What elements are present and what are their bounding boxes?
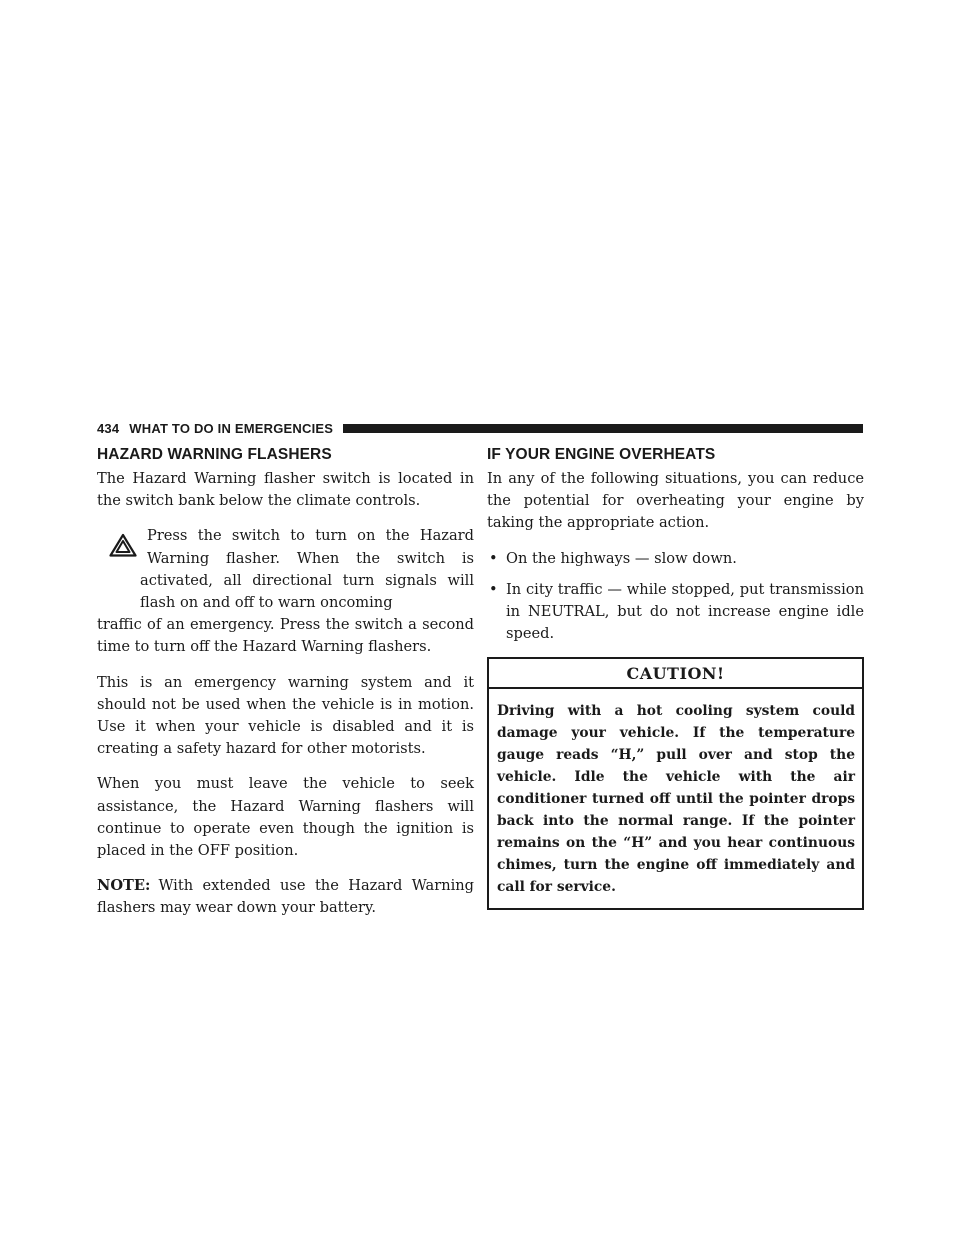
bullet-icon: • [489,580,498,598]
right-column [487,446,864,910]
hazard-instruction-indented: Press the switch to turn on the Hazard Warning flasher. When the switch is activated, all directional turn signals will flash on and off to warn oncoming [140,527,474,612]
note-label: NOTE: [97,877,151,895]
hazard-usage-paragraph: This is an emergency warning system and it should not be used when the vehicle is in motion. Use it when your vehicle is disabled and it is creating a safety hazard for other motorists. [97,673,474,758]
note-text: With extended use the Hazard Warning flashers may wear down your battery. [97,877,474,917]
left-column [97,446,474,933]
hazard-intro: The Hazard Warning flasher switch is located in the switch bank below the climate controls. [97,470,474,510]
hazard-assistance-paragraph: When you must leave the vehicle to seek assistance, the Hazard Warning flashers will continue to operate even though the ignition is placed in the OFF position. [97,775,474,860]
caution-title: CAUTION! [489,659,862,689]
page-number: 434 [97,420,120,436]
overheat-intro: In any of the following situations, you can reduce the potential for overheating your engine by taking the appropriate action. [487,470,864,532]
header-rule [343,424,863,433]
page-header [97,418,863,438]
caution-box [487,657,864,910]
caution-body: Driving with a hot cooling system could damage your vehicle. If the temperature gauge reads “H,” pull over and stop the vehicle. Idle the vehicle with the air conditioner turned off until the pointer drops back into the normal range. If the pointer remains on the “H” and you hear continuous chimes, turn the engine off immediately and call for service. [497,703,855,896]
section-title: WHAT TO DO IN EMERGENCIES [129,420,334,436]
hazard-warning-paragraph [97,525,474,658]
overheat-list [487,548,864,646]
hazard-instruction-rest: traffic of an emergency. Press the switch a second time to turn off the Hazard Warning flashers. [97,616,474,656]
hazard-note [97,875,474,919]
overheat-heading: IF YOUR ENGINE OVERHEATS [487,446,716,463]
list-item [487,579,864,646]
bullet-icon: • [489,549,498,567]
list-item [487,548,864,570]
hazard-triangle-icon [109,533,137,557]
list-item-text: On the highways — slow down. [506,549,737,567]
hazard-heading: HAZARD WARNING FLASHERS [97,446,332,463]
list-item-text: In city traffic — while stopped, put transmission in NEUTRAL, but do not increase engine idle speed. [506,580,864,643]
